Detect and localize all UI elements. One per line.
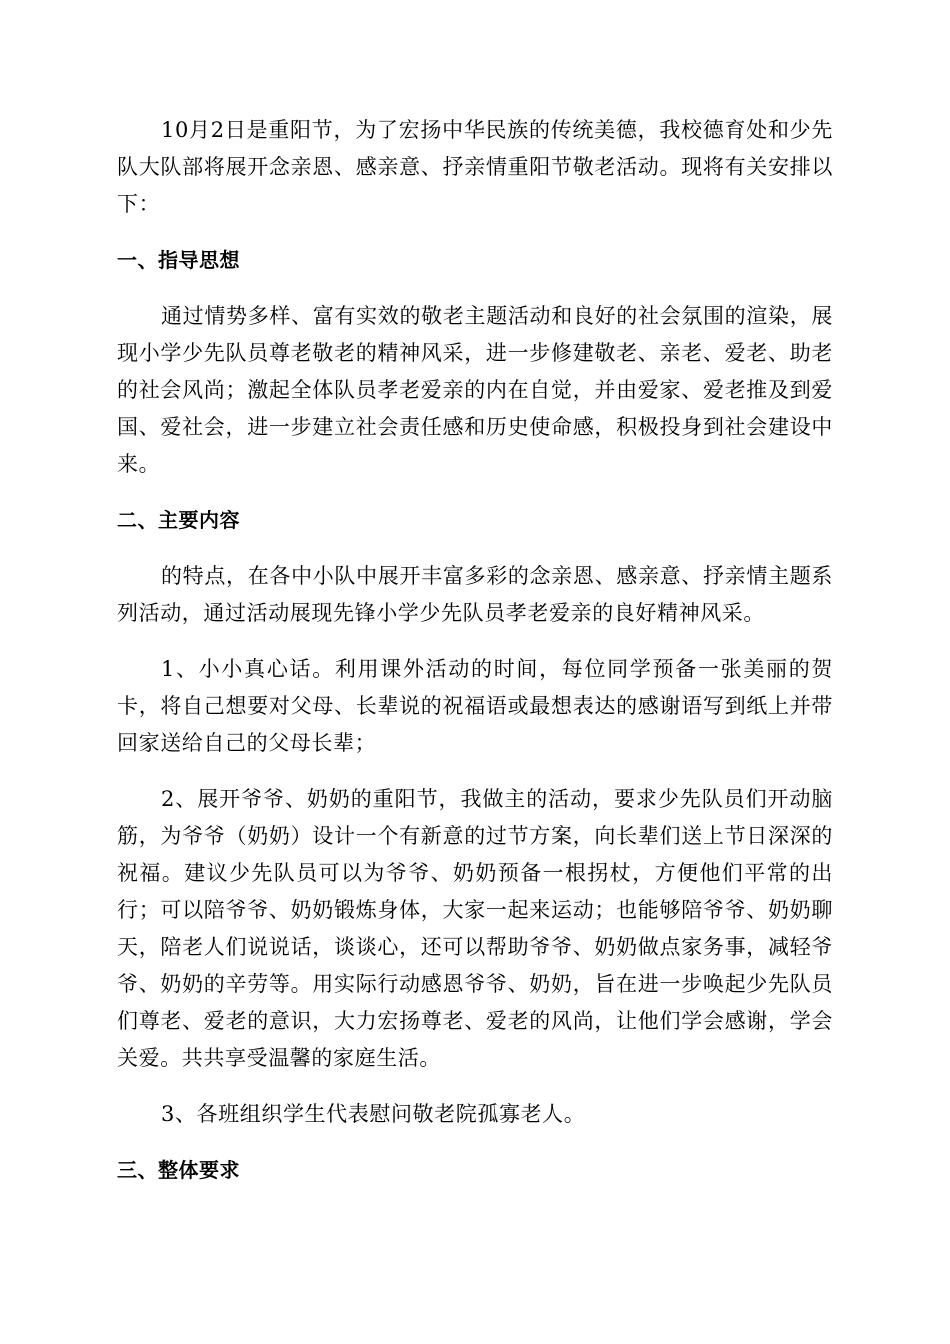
activity-item-3: 3、各班组织学生代表慰问敬老院孤寡老人。 xyxy=(161,1102,586,1126)
section-heading-guiding-thought: 一、指导思想 xyxy=(117,248,240,272)
activity-item-2: 2、展开爷爷、奶奶的重阳节，我做主的活动，要求少先队员们开动脑筋，为爷爷（奶奶）设计一个有新意的过节方案，向长辈们送上节日深深的祝福。建议少先队员可以为爷爷、奶奶预备一根拐杖，方便他们平常的出行；可以陪爷爷、奶奶锻炼身体，大家一起来运动；也能够陪爷爷、奶奶聊天，陪老人们说说话，谈谈心，还可以帮助爷爷、奶奶做点家务事，减轻爷爷、奶奶的辛劳等。用实际行动感恩爷爷、奶奶，旨在进一步唤起少先队员们尊老、爱老的意识，大力宏扬尊老、爱老的风尚，让他们学会感谢，学会关爱。共共享受温馨的家庭生活。 xyxy=(117,787,833,1070)
guiding-thought-paragraph: 通过情势多样、富有实效的敬老主题活动和良好的社会氛围的渲染，展现小学少先队员尊老敬老的精神风采，进一步修建敬老、亲老、爱老、助老的社会风尚；激起全体队员孝老爱亲的内在自觉，并由爱家、爱老推及到爱国、爱社会，进一步建立社会责任感和历史使命感，积极投身到社会建设中来。 xyxy=(117,304,833,476)
section-heading-main-content: 二、主要内容 xyxy=(117,508,240,532)
main-content-intro-paragraph: 的特点，在各中小队中展开丰富多彩的念亲恩、感亲意、抒亲情主题系列活动，通过活动展现先锋小学少先队员孝老爱亲的良好精神风采。 xyxy=(117,564,833,625)
section-heading-overall-requirements: 三、整体要求 xyxy=(117,1158,240,1182)
document-page xyxy=(117,112,833,1189)
intro-paragraph: 10月2日是重阳节，为了宏扬中华民族的传统美德，我校德育处和少先队大队部将展开念亲恩、感亲意、抒亲情重阳节敬老活动。现将有关安排以下： xyxy=(117,118,833,216)
activity-item-1: 1、小小真心话。利用课外活动的时间，每位同学预备一张美丽的贺卡，将自己想要对父母、长辈说的祝福语或最想表达的感谢语写到纸上并带回家送给自己的父母长辈； xyxy=(117,657,833,755)
